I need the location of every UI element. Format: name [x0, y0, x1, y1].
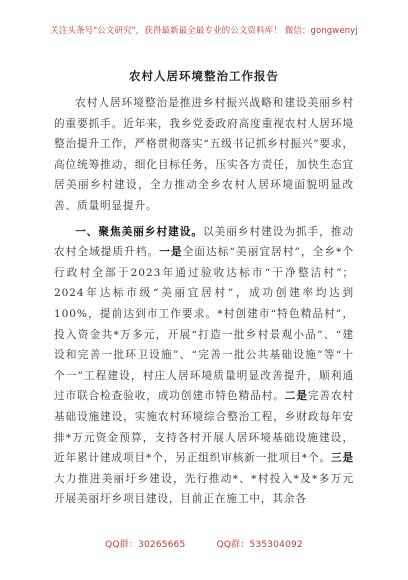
point2-text: 完善农村基础设施建设，实施农村环境综合整治工程，乡财政每年安排*万元资金预算，支持各村开展人居环境基础设施建设，近年累计建成项目*个，另正组织审核新一批项目*个。: [54, 390, 355, 465]
header-banner: 关注头条号"公文研究"，获得最新最全最专业的公文资料库！ 微信：gongwenyj: [50, 26, 358, 36]
section1-heading: 一、聚焦美丽乡村建设。: [75, 225, 204, 238]
point1-label: 一是: [159, 246, 183, 259]
footer-qq-group-2: QQ群：535304092: [216, 540, 303, 550]
point3-text: 大力推进美丽圩乡建设，先行推动*、*村投入*及*多万元开展美丽圩乡项目建设，目前正在施工中，其余各: [54, 472, 354, 506]
section1-paragraph: [54, 222, 354, 510]
document-title: 农村人居环境整治工作报告: [129, 69, 279, 83]
footer-contacts: [0, 537, 408, 550]
section1-lead: 以美丽乡村建设为抓手，推动农村全域提质升档。: [54, 225, 354, 259]
point2-label: 二是: [284, 390, 308, 403]
point1-text: 全面达标“美丽宜居村”，全乡*个行政村全部于2023年通过验收达标市“干净整洁村”；2024年达标市级“美丽宜居村”，成功创建率均达到100%，提前达到市工作要求。*村创建市“特色精品村”，投入资金共*万多元，开展“打造一批乡村景观小品”、“建设和完善一批环卫设施”、“完善一批公共基础设施”等“十个一”工程建设，村庄人居环境质量明显改善提升，顺利通过市联合检查验收，成功创建市特色精品村。: [54, 246, 354, 403]
point3-label: 三是: [331, 452, 354, 465]
intro-paragraph: 农村人居环境整治是推进乡村振兴战略和建设美丽乡村的重要抓手。近年来，我乡党委政府高度重视农村人居环境整治提升工作，严格贯彻落实“五级书记抓乡村振兴”要求，高位统筹推动，细化目标任务，压实各方责任，加快生态宜居美丽乡村建设，全力推动全乡农村人居环境面貌明显改善、质量明显提升。: [54, 97, 354, 212]
footer-qq-group-1: QQ群：30265665: [105, 540, 186, 550]
document-body: [54, 93, 354, 510]
